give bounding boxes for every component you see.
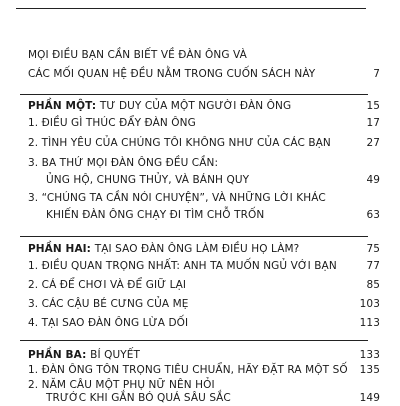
chapter-title: 3. BA THỨ MỌI ĐÀN ÔNG ĐỀU CẦN: [28, 157, 219, 169]
chapter-page-number: 85 [366, 279, 380, 291]
top-rule [16, 8, 366, 9]
intro-entry-line-1 [0, 47, 400, 63]
chapter-title: 3. “CHÚNG TA CẦN NÓI CHUYỆN”, VÀ NHỮNG LỜI KHÁC [28, 192, 326, 204]
toc-entry [0, 190, 400, 206]
chapter-page-number: 77 [366, 260, 380, 272]
chapter-page-number: 135 [359, 364, 380, 376]
section-divider [20, 94, 368, 95]
part-three-title: BÍ QUYẾT [90, 349, 141, 361]
chapter-title: 2. TÌNH YÊU CỦA CHÚNG TÔI KHÔNG NHƯ CỦA CÁC BẠN [28, 137, 331, 149]
chapter-title-continuation: KHIẾN ĐÀN ÔNG CHẠY ĐI TÌM CHỖ TRỐN [46, 209, 265, 221]
toc-entry-continuation [0, 207, 400, 223]
toc-entry [0, 277, 400, 293]
part-two-heading [0, 241, 400, 257]
part-two-title: TẠI SAO ĐÀN ÔNG LÀM ĐIỀU HỌ LÀM? [94, 243, 300, 255]
intro-entry-line-2 [0, 66, 400, 82]
part-one-title: TƯ DUY CỦA MỘT NGƯỜI ĐÀN ÔNG [99, 100, 292, 112]
part-two-page-number: 75 [366, 243, 380, 255]
chapter-page-number: 49 [366, 174, 380, 186]
section-divider [20, 236, 368, 237]
part-three-label: PHẦN BA: [28, 349, 87, 361]
chapter-title: 1. ĐIỀU GÌ THÚC ĐẨY ĐÀN ÔNG [28, 117, 196, 129]
toc-entry [0, 135, 400, 151]
chapter-title: 4. TẠI SAO ĐÀN ÔNG LỪA DỐI [28, 317, 189, 329]
toc-entry [0, 362, 400, 378]
chapter-title: 1. ĐÀN ÔNG TÔN TRỌNG TIÊU CHUẨN, HÃY ĐẶT RA MỘT SỐ [28, 364, 348, 376]
chapter-page-number: 149 [359, 392, 380, 404]
chapter-title-continuation: TRƯỚC KHI GẮN BÓ QUÁ SÂU SẮC [46, 392, 231, 404]
chapter-title-continuation: ỦNG HỘ, CHUNG THỦY, VÀ BÁNH QUY [46, 174, 250, 186]
toc-entry [0, 258, 400, 274]
section-divider [20, 340, 368, 341]
intro-page-number: 7 [373, 68, 380, 80]
chapter-title: 2. CÁ ĐỂ CHƠI VÀ ĐỂ GIỮ LẠI [28, 279, 187, 291]
intro-title-line-1: MỌI ĐIỀU BẠN CẦN BIẾT VỀ ĐÀN ÔNG VÀ [28, 49, 247, 61]
toc-entry [0, 315, 400, 331]
chapter-page-number: 27 [366, 137, 380, 149]
part-one-page-number: 15 [366, 100, 380, 112]
chapter-page-number: 17 [366, 117, 380, 129]
part-one-heading [0, 98, 400, 114]
chapter-page-number: 113 [359, 317, 380, 329]
toc-entry [0, 155, 400, 171]
chapter-title: 2. NĂM CÂU MỘT PHỤ NỮ NÊN HỎI [28, 379, 215, 391]
chapter-page-number: 63 [366, 209, 380, 221]
toc-entry-continuation [0, 172, 400, 188]
part-two-label: PHẦN HAI: [28, 243, 91, 255]
toc-entry-continuation [0, 390, 400, 406]
chapter-title: 1. ĐIỀU QUAN TRỌNG NHẤT: ANH TA MUỐN NGỦ VỚI BẠN [28, 260, 337, 272]
part-one-label: PHẦN MỘT: [28, 100, 97, 112]
chapter-page-number: 103 [359, 298, 380, 310]
part-three-heading [0, 347, 400, 363]
toc-entry [0, 115, 400, 131]
chapter-title: 3. CÁC CẬU BÉ CƯNG CỦA MẸ [28, 298, 189, 310]
intro-title-line-2: CÁC MỐI QUAN HỆ ĐỀU NẰM TRONG CUỐN SÁCH NÀY [28, 68, 316, 80]
toc-entry [0, 296, 400, 312]
part-three-page-number: 133 [359, 349, 380, 361]
